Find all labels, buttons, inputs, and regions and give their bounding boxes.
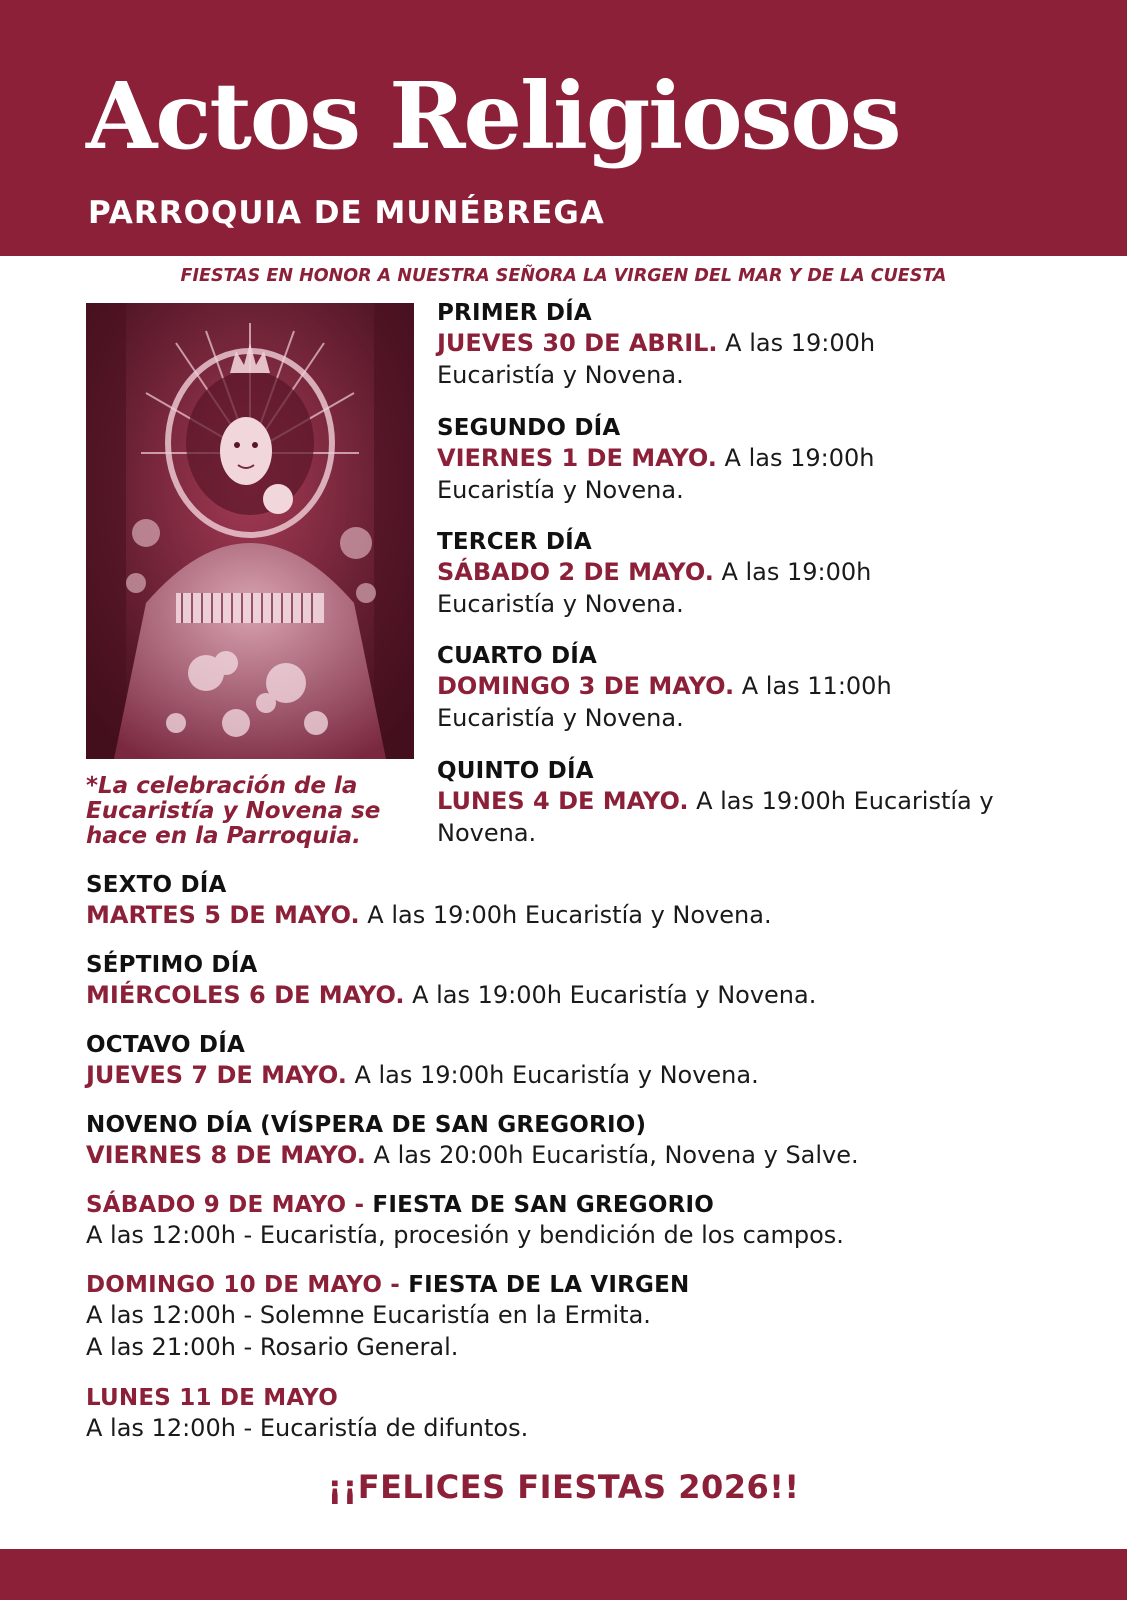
virgin-image: [86, 303, 414, 759]
day-heading: CUARTO DÍA: [437, 643, 598, 669]
note-line: Eucaristía y Novena se: [86, 798, 381, 824]
feast-name: FIESTA DE SAN GREGORIO: [372, 1192, 715, 1218]
schedule-day-5: [437, 757, 994, 849]
feast-line: A las 12:00h - Eucaristía de difuntos.: [86, 1414, 529, 1442]
feast-name: FIESTA DE LA VIRGEN: [408, 1272, 690, 1298]
feast-heading: [86, 1191, 844, 1219]
schedule-day-7: [86, 951, 816, 1011]
day-heading: NOVENO DÍA (VÍSPERA DE SAN GREGORIO): [86, 1112, 647, 1138]
day-date: MIÉRCOLES 6 DE MAYO.: [86, 981, 405, 1009]
feast-san-gregorio: [86, 1191, 844, 1251]
day-date: LUNES 4 DE MAYO.: [437, 787, 689, 815]
feast-date: LUNES 11 DE MAYO: [86, 1385, 338, 1411]
day-activity: Eucaristía y Novena.: [437, 476, 684, 504]
day-date: DOMINGO 3 DE MAYO.: [437, 672, 735, 700]
feast-separator: -: [382, 1272, 409, 1298]
note-line: *La celebración de la: [86, 773, 358, 799]
day-date: VIERNES 8 DE MAYO.: [86, 1141, 366, 1169]
day-date: JUEVES 7 DE MAYO.: [86, 1061, 347, 1089]
day-date-line: [437, 327, 875, 359]
day-text: A las 20:00h Eucaristía, Novena y Salve.: [365, 1141, 859, 1169]
page-title: Actos Religiosos: [86, 62, 900, 170]
day-date-line: [86, 979, 816, 1011]
day-activity: Novena.: [437, 819, 537, 847]
day-date-line: [437, 670, 892, 702]
feast-line: A las 12:00h - Eucaristía, procesión y bendición de los campos.: [86, 1221, 844, 1249]
day-time: A las 19:00h: [713, 558, 872, 586]
day-activity: Eucaristía y Novena.: [437, 590, 684, 618]
day-date-line: [437, 785, 994, 817]
celebration-note: [86, 774, 416, 849]
day-time: A las 11:00h: [734, 672, 892, 700]
day-time: A las 19:00h: [716, 444, 875, 472]
schedule-day-6: [86, 871, 772, 931]
day-date-line: [86, 899, 772, 931]
feast-heading: [86, 1271, 690, 1299]
schedule-day-4: [437, 642, 892, 734]
day-text: A las 19:00h Eucaristía y Novena.: [404, 981, 817, 1009]
day-date: JUEVES 30 DE ABRIL.: [437, 329, 718, 357]
day-activity: Eucaristía y Novena.: [437, 704, 684, 732]
feast-date: SÁBADO 9 DE MAYO: [86, 1192, 347, 1218]
footer-band: [0, 1549, 1127, 1600]
note-line: hace en la Parroquia.: [86, 823, 361, 849]
day-date-line: [437, 556, 871, 588]
day-heading: SEXTO DÍA: [86, 872, 227, 898]
day-date: MARTES 5 DE MAYO.: [86, 901, 360, 929]
day-date-line: [86, 1059, 759, 1091]
feast-line: A las 21:00h - Rosario General.: [86, 1333, 459, 1361]
parish-subtitle: PARROQUIA DE MUNÉBREGA: [88, 195, 605, 231]
day-time: A las 19:00h: [717, 329, 876, 357]
closing-greeting: ¡¡FELICES FIESTAS 2026!!: [327, 1468, 800, 1506]
feast-virgen: [86, 1271, 690, 1363]
day-date: SÁBADO 2 DE MAYO.: [437, 558, 714, 586]
day-text: A las 19:00h Eucaristía y Novena.: [346, 1061, 759, 1089]
feast-date: DOMINGO 10 DE MAYO: [86, 1272, 383, 1298]
day-date-line: [437, 442, 874, 474]
day-date: VIERNES 1 DE MAYO.: [437, 444, 717, 472]
day-heading: SEGUNDO DÍA: [437, 415, 621, 441]
day-heading: TERCER DÍA: [437, 529, 592, 555]
day-heading: PRIMER DÍA: [437, 300, 592, 326]
day-heading: SÉPTIMO DÍA: [86, 952, 258, 978]
schedule-day-1: [437, 299, 875, 391]
day-heading: OCTAVO DÍA: [86, 1032, 245, 1058]
schedule-day-3: [437, 528, 871, 620]
day-date-line: [86, 1139, 859, 1171]
day-heading: QUINTO DÍA: [437, 758, 594, 784]
feast-heading: [86, 1384, 528, 1412]
day-time: A las 19:00h Eucaristía y: [688, 787, 994, 815]
schedule-day-2: [437, 414, 874, 506]
schedule-day-9: [86, 1111, 859, 1171]
feast-difuntos: [86, 1384, 528, 1444]
day-text: A las 19:00h Eucaristía y Novena.: [359, 901, 772, 929]
day-activity: Eucaristía y Novena.: [437, 361, 684, 389]
fiestas-tagline: FIESTAS EN HONOR A NUESTRA SEÑORA LA VIRGEN DEL MAR Y DE LA CUESTA: [180, 266, 947, 286]
feast-line: A las 12:00h - Solemne Eucaristía en la Ermita.: [86, 1301, 651, 1329]
feast-separator: -: [346, 1192, 373, 1218]
schedule-day-8: [86, 1031, 759, 1091]
